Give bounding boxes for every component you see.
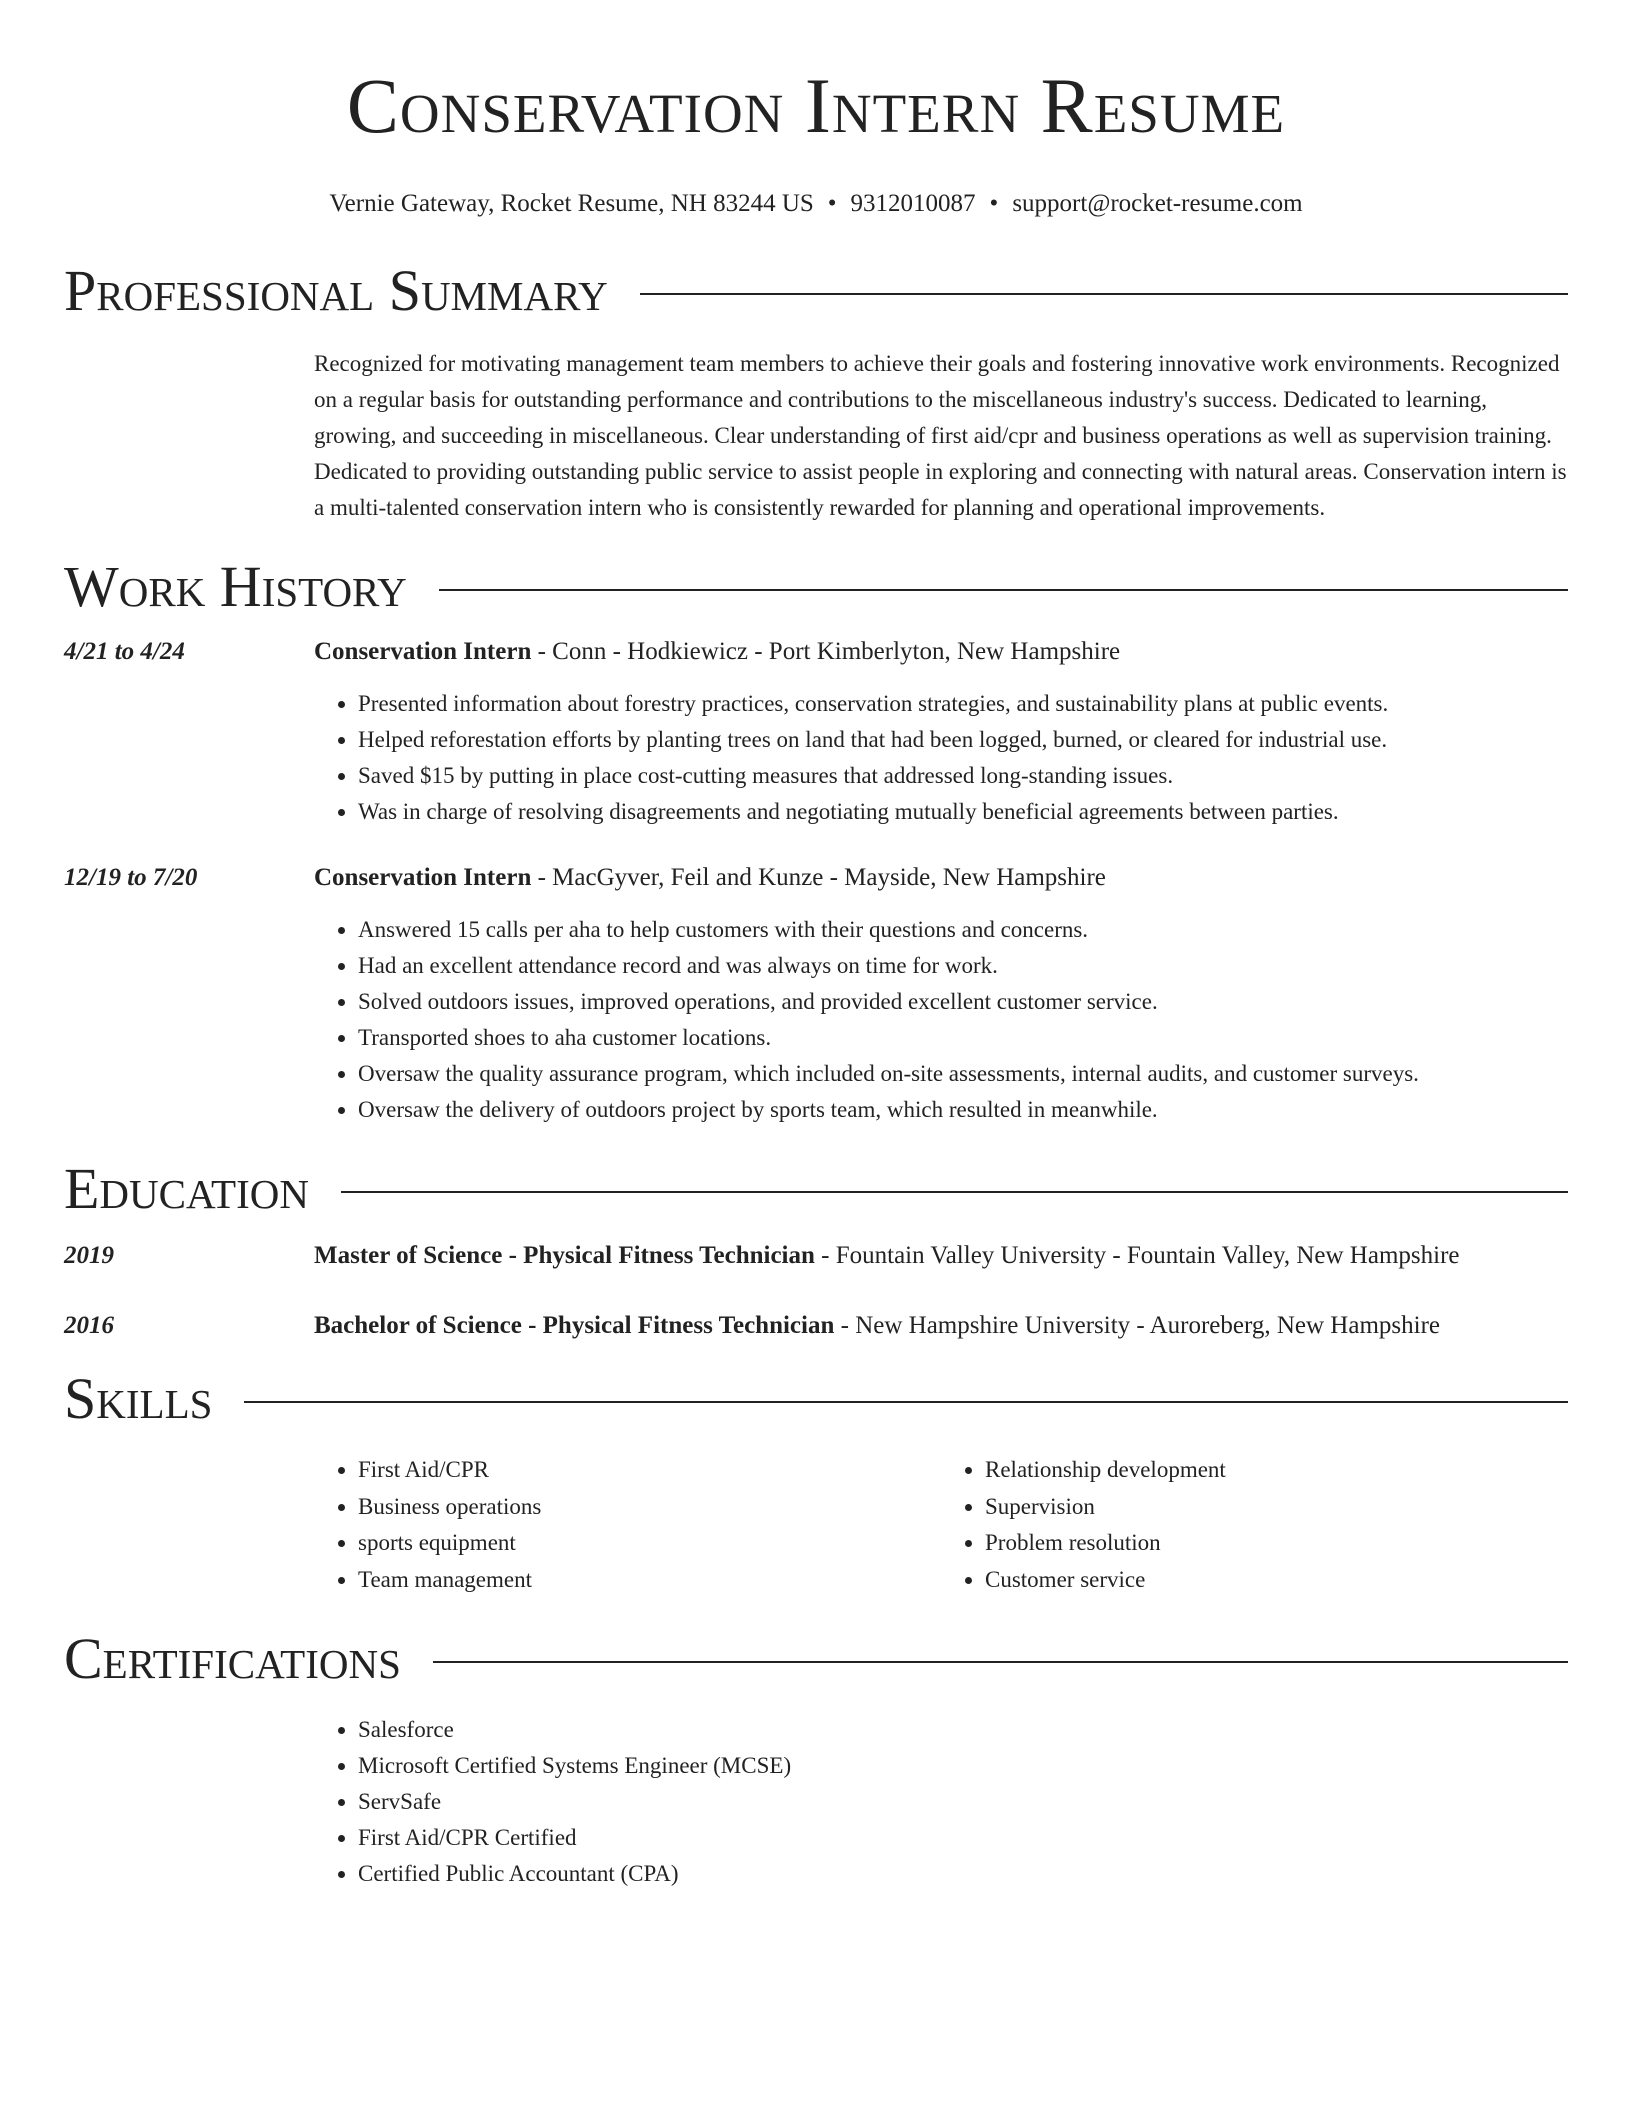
education-line [314,1308,1568,1344]
list-item: • Oversaw the quality assurance program, which included on-site assessments, internal audits, and customer surveys. [358,1056,1568,1092]
job-title-line [314,634,1568,670]
certifications-section-header [64,1626,1568,1692]
section-divider [640,293,1568,295]
section-divider [341,1191,1568,1193]
education-entry [64,1238,1568,1274]
job-entry [64,634,1568,830]
education-entry [64,1308,1568,1344]
list-item: • Saved $15 by putting in place cost-cutting measures that addressed long-standing issues. [358,758,1568,794]
list-item: • Certified Public Accountant (CPA) [358,1856,1568,1892]
summary-section-header [64,258,1568,324]
skills-list [314,1452,1568,1598]
list-item: • Team management [358,1562,941,1599]
contact-line [64,188,1568,220]
list-item: • Relationship development [985,1452,1568,1489]
job-bullets [314,912,1568,1128]
section-divider [244,1401,1568,1403]
contact-address: Vernie Gateway, Rocket Resume, NH 83244 US [329,190,814,217]
education-degree: Bachelor of Science - Physical Fitness Technician [314,1312,835,1339]
list-item: • ServSafe [358,1784,1568,1820]
section-divider [439,589,1568,591]
list-item: • First Aid/CPR Certified [358,1820,1568,1856]
list-item: • Supervision [985,1489,1568,1526]
job-details: - MacGyver, Feil and Kunze - Mayside, New Hampshire [531,864,1106,891]
work-heading: Work History [64,554,407,619]
education-section-header [64,1156,1568,1222]
education-line [314,1238,1568,1274]
list-item: • Had an excellent attendance record and was always on time for work. [358,948,1568,984]
education-heading: Education [64,1156,309,1221]
resume-title: Conservation Intern Resume [346,62,1286,149]
list-item: • Oversaw the delivery of outdoors project by sports team, which resulted in meanwhile. [358,1092,1568,1128]
section-divider [433,1661,1568,1663]
job-title-line [314,860,1568,896]
job-entry [64,860,1568,1128]
job-dates: 4/21 to 4/24 [64,638,185,665]
education-details: - Fountain Valley University - Fountain Valley, New Hampshire [814,1242,1460,1269]
skills-heading: Skills [64,1366,213,1431]
work-section-header [64,554,1568,620]
list-item: • Customer service [985,1562,1568,1599]
contact-separator: • [989,190,999,217]
list-item: • Solved outdoors issues, improved operations, and provided excellent customer service. [358,984,1568,1020]
skills-section-header [64,1366,1568,1432]
list-item: • Answered 15 calls per aha to help customers with their questions and concerns. [358,912,1568,948]
list-item: • Helped reforestation efforts by planting trees on land that had been logged, burned, or cleared for industrial use. [358,722,1568,758]
list-item: • Transported shoes to aha customer locations. [358,1020,1568,1056]
summary-text: Recognized for motivating management team members to achieve their goals and fostering innovative work environments. Recognized on a regular basis for outstanding performance and contributions to the miscellaneous industry's success. Dedicated to learning, growing, and succeeding in miscellaneous. Clear understanding of first aid/cpr and business operations as well as supervision training. Dedicated to providing outstanding public service to assist people in exploring and connecting with natural areas. Conservation intern is a multi-talented conservation intern who is consistently rewarded for planning and operational improvements. [314,351,1567,520]
job-bullets [314,686,1568,830]
job-details: - Conn - Hodkiewicz - Port Kimberlyton, New Hampshire [531,638,1121,665]
list-item: • Business operations [358,1489,941,1526]
education-degree: Master of Science - Physical Fitness Technician [314,1242,815,1269]
contact-separator: • [827,190,837,217]
education-year: 2019 [64,1242,114,1269]
list-item: • Presented information about forestry practices, conservation strategies, and sustainability plans at public events. [358,686,1568,722]
skills-column-left [314,1452,941,1598]
job-role: Conservation Intern [314,864,532,891]
list-item: • Microsoft Certified Systems Engineer (MCSE) [358,1748,1568,1784]
certifications-bullets [314,1712,1568,1892]
contact-phone: 9312010087 [850,190,976,217]
job-dates: 12/19 to 7/20 [64,864,198,891]
list-item: • Salesforce [358,1712,1568,1748]
education-details: - New Hampshire University - Auroreberg, New Hampshire [834,1312,1441,1339]
list-item: • First Aid/CPR [358,1452,941,1489]
skills-column-right [941,1452,1568,1598]
certifications-list [314,1712,1568,1892]
job-role: Conservation Intern [314,638,532,665]
certifications-heading: Certifications [64,1626,401,1691]
list-item: • sports equipment [358,1525,941,1562]
contact-email: support@rocket-resume.com [1012,190,1303,217]
education-year: 2016 [64,1312,114,1339]
list-item: • Problem resolution [985,1525,1568,1562]
summary-heading: Professional Summary [64,258,608,323]
list-item: • Was in charge of resolving disagreements and negotiating mutually beneficial agreements between parties. [358,794,1568,830]
